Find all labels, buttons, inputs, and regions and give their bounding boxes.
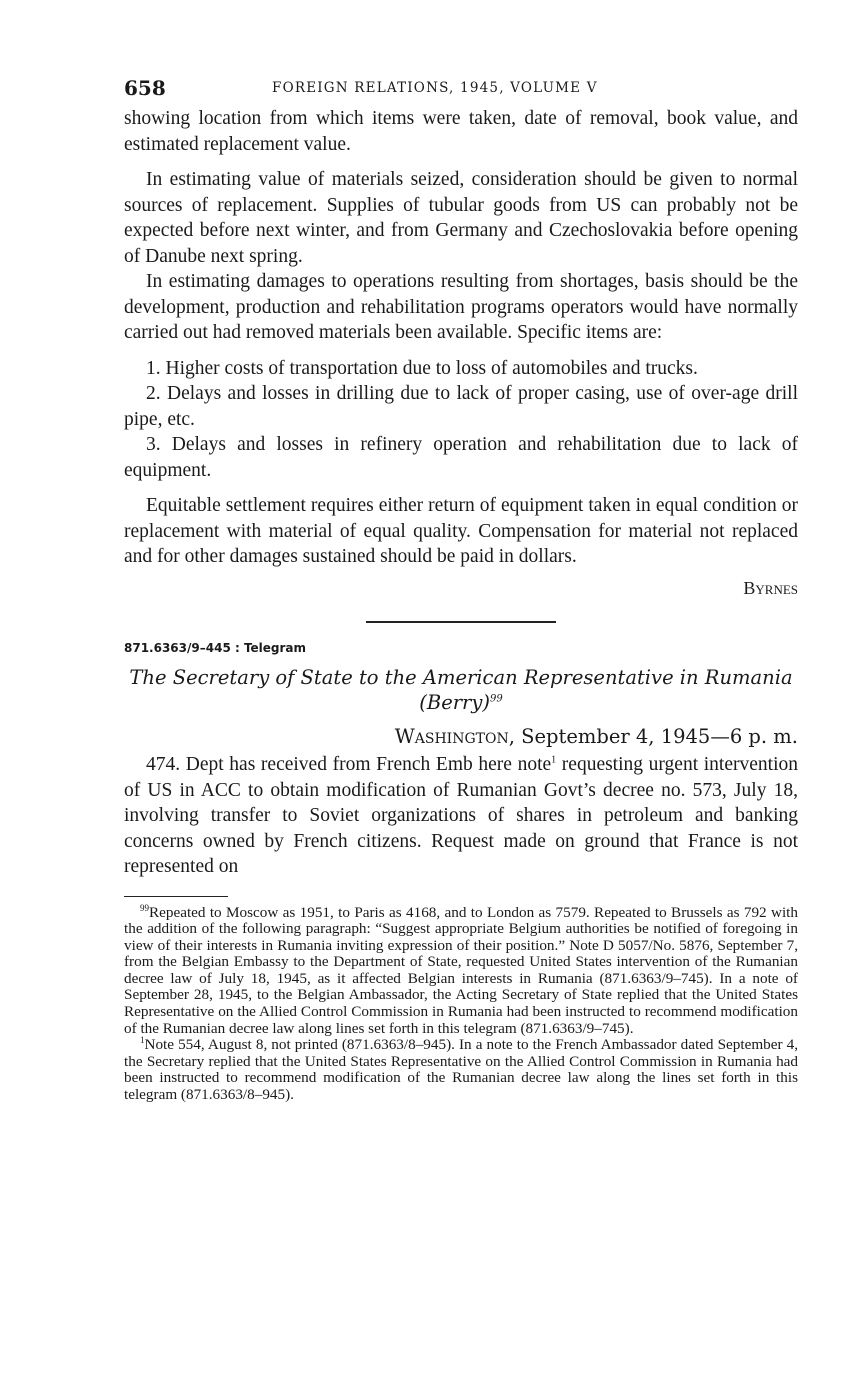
footnote-marker: 99 (490, 693, 503, 705)
body-text (124, 106, 798, 601)
footnote-mark: 1 (140, 1035, 145, 1046)
footnotes (124, 902, 798, 1104)
document-title-text: The Secretary of State to the American Representative in Rumania (Berry) (129, 666, 793, 714)
footnote (124, 902, 798, 1038)
dateline (124, 725, 798, 748)
document-page (124, 76, 798, 1104)
paragraph-text: 474. Dept has received from French Emb here note (146, 754, 552, 775)
footnote-text: Note 554, August 8, not printed (871.6363/8–945). In a note to the French Ambassador dated September 4, the Secretary replied that the United States Representative on the Allied Control Commission in Rumania had been instructed to recommend modification of the Rumanian decree law along the lines set forth in this telegram (871.6363/8–945). (124, 1036, 798, 1104)
paragraph: In estimating damages to operations resulting from shortages, basis should be the development, production and rehabilitation programs operators would have normally carried out had removed materials been available. Specific items are: (124, 271, 798, 343)
paragraph-text: requesting urgent intervention of US in ACC to obtain modification of Rumanian Govt’s decree no. 573, July 18, involving transfer to Soviet organizations of shares in petroleum and banking concerns owned by French citizens. Request made on ground that France is not represented on (124, 754, 798, 877)
file-reference: 871.6363/9–445 : Telegram (124, 641, 307, 655)
page-number: 658 (124, 76, 166, 100)
footnote-text: Repeated to Moscow as 1951, to Paris as 4168, and to London as 7579. Repeated to Brussels as 792 with the addition of the following paragraph: “Suggest appropriate Belgium authorities be notified of foregoing in view of their interests in Rumania inviting expression of their position.” Note D 5057/No. 5876, September 7, from the Belgian Embassy to the Department of State, requested United States intervention of the Rumanian decree law of July 18, 1945, as it affected Belgian interests in Rumania (871.6363/9–745). In a note of September 28, 1945, to the Belgian Ambassador, the Acting Secretary of State replied that the United States Representative on the Allied Control Commission in Rumania had been instructed to recommend modification of the Rumanian decree law along lines set forth in this telegram (871.6363/9–745). (124, 903, 798, 1037)
signature: Byrnes (743, 577, 798, 598)
list-item: 2. Delays and losses in drilling due to lack of proper casing, use of over-age drill pipe, etc. (124, 383, 798, 430)
paragraph: Equitable settlement requires either return of equipment taken in equal condition or replacement with material of equal quality. Compensation for material not replaced and for other damages sustained should be paid in dollars. (124, 495, 798, 567)
document-title (124, 665, 798, 715)
list-item: 1. Higher costs of transportation due to loss of automobiles and trucks. (146, 357, 698, 379)
telegram-body (124, 752, 798, 880)
dateline-place: Washington (394, 725, 509, 748)
item-list (124, 356, 798, 484)
dateline-date: , September 4, 1945—6 p. m. (508, 725, 798, 748)
paragraph (124, 752, 798, 880)
page-header (124, 76, 798, 102)
footnote-marker: 1 (551, 754, 557, 766)
list-item: 3. Delays and losses in refinery operation and rehabilitation due to lack of equipment. (124, 434, 798, 481)
paragraph: showing location from which items were taken, date of removal, book value, and estimated replacement value. (124, 108, 798, 155)
running-title: FOREIGN RELATIONS, 1945, VOLUME V (272, 80, 598, 96)
section-divider (366, 621, 556, 623)
paragraph: In estimating value of materials seized, consideration should be given to normal sources of replacement. Supplies of tubular goods from US can probably not be expected before next winter, and from Germany and Czechoslovakia before opening of Danube next spring. (124, 169, 798, 267)
footnote-mark: 99 (140, 902, 149, 913)
footnote (124, 1037, 798, 1103)
footnote-divider (124, 896, 228, 897)
